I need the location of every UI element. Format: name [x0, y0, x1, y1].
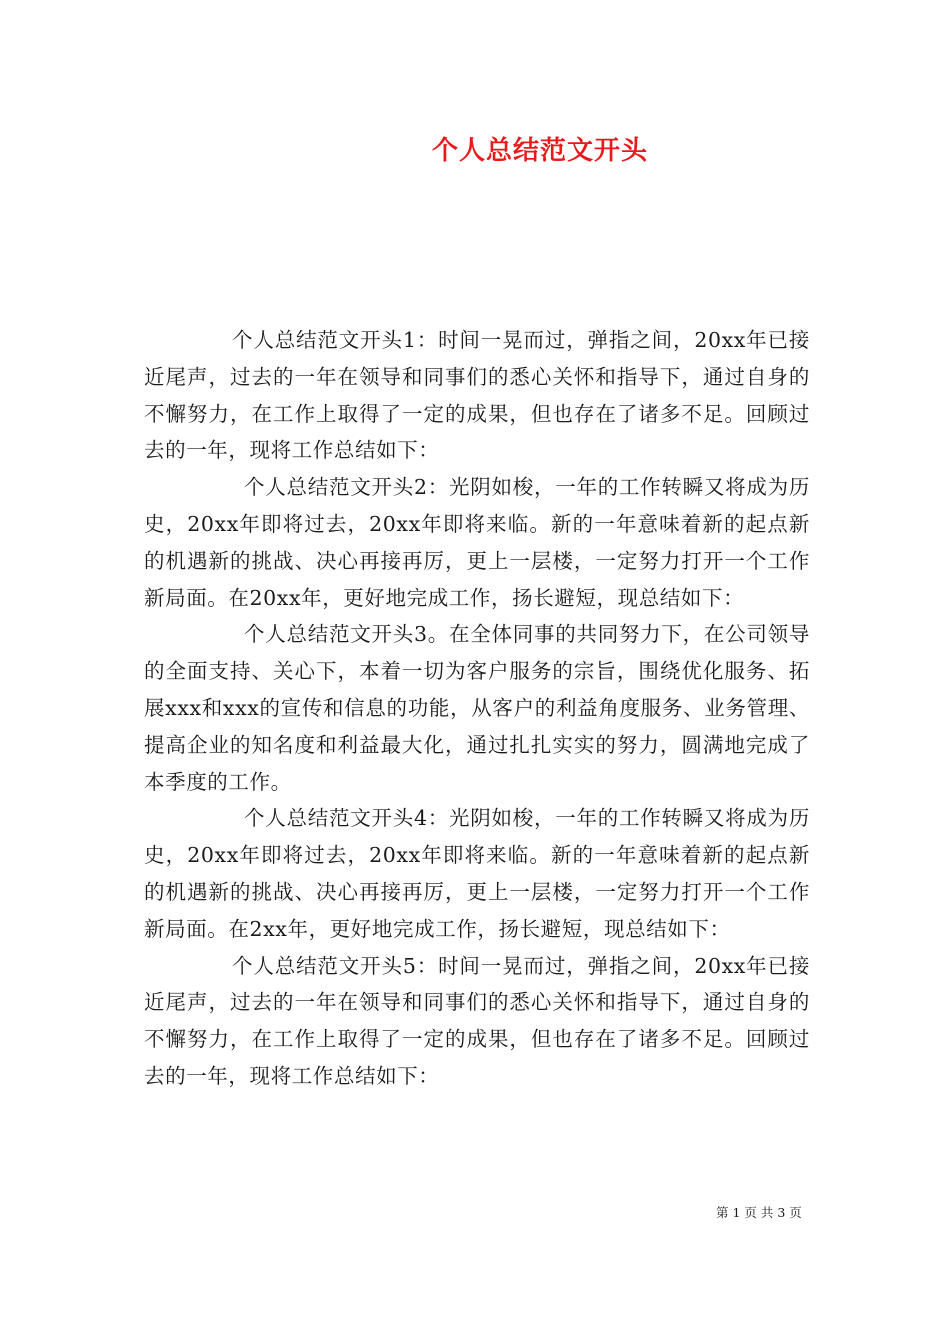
paragraph-4: 个人总结范文开头4：光阴如梭，一年的工作转瞬又将成为历史，20xx年即将过去，20xx年即将来临。新的一年意味着新的起点新的机遇新的挑战、决心再接再厉，更上一层楼，一定努力打开一个工作新局面。在2xx年，更好地完成工作，扬长避短，现总结如下：: [144, 806, 810, 941]
page-number-footer: 第 1 页 共 3 页: [716, 1205, 802, 1220]
page-title: 个人总结范文开头: [431, 136, 648, 166]
paragraph-1: 个人总结范文开头1：时间一晃而过，弹指之间，20xx年已接近尾声，过去的一年在领导和同事们的悉心关怀和指导下，通过自身的不懈努力，在工作上取得了一定的成果，但也存在了诸多不足。回顾过去的一年，现将工作总结如下：: [144, 328, 810, 463]
paragraph-3: 个人总结范文开头3。在全体同事的共同努力下，在公司领导的全面支持、关心下，本着一切为客户服务的宗旨，围绕优化服务、拓展xxx和xxx的宣传和信息的功能，从客户的利益角度服务、业务管理、提高企业的知名度和利益最大化，通过扎扎实实的努力，圆满地完成了本季度的工作。: [144, 622, 811, 794]
paragraph-2: 个人总结范文开头2：光阴如梭，一年的工作转瞬又将成为历史，20xx年即将过去，20xx年即将来临。新的一年意味着新的起点新的机遇新的挑战、决心再接再厉，更上一层楼，一定努力打开一个工作新局面。在20xx年，更好地完成工作，扬长避短，现总结如下：: [144, 475, 810, 610]
document-body: [144, 322, 810, 1095]
paragraph-5: 个人总结范文开头5：时间一晃而过，弹指之间，20xx年已接近尾声，过去的一年在领导和同事们的悉心关怀和指导下，通过自身的不懈努力，在工作上取得了一定的成果，但也存在了诸多不足。回顾过去的一年，现将工作总结如下：: [144, 953, 810, 1088]
